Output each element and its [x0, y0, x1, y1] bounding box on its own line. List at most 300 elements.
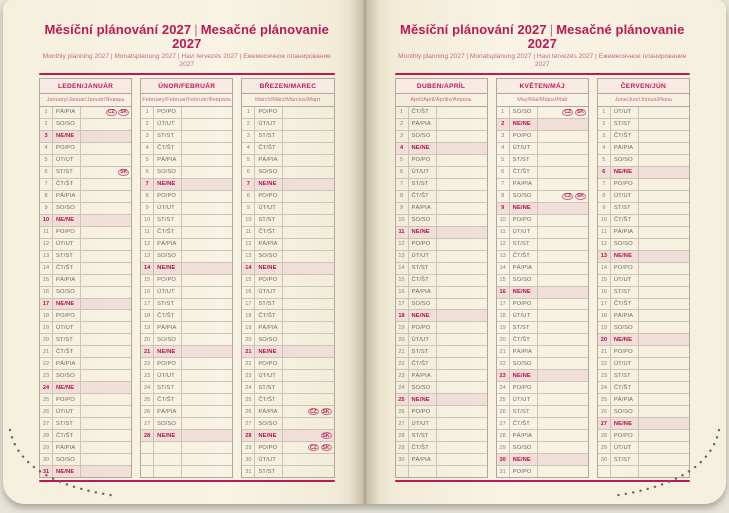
day-row	[497, 203, 588, 215]
day-row	[396, 287, 487, 299]
day-number: 22	[242, 358, 255, 369]
notes-cell	[81, 251, 131, 262]
day-name: NE/NE	[611, 418, 639, 429]
day-row	[242, 382, 333, 394]
month-rows	[40, 107, 131, 477]
notes-cell	[437, 215, 487, 226]
day-number: 2	[396, 119, 409, 130]
day-row	[598, 454, 689, 466]
holiday-badge-sk: SK	[321, 432, 332, 439]
day-number: 14	[396, 263, 409, 274]
months-right	[395, 78, 691, 478]
day-number: 3	[141, 131, 154, 142]
notes-cell	[437, 227, 487, 238]
day-name: ČT/ŠT	[53, 430, 81, 441]
day-row	[598, 322, 689, 334]
notes-cell	[182, 179, 232, 190]
day-row	[598, 275, 689, 287]
day-name: ST/ST	[255, 466, 283, 477]
day-row	[396, 299, 487, 311]
day-row	[141, 394, 232, 406]
notes-cell	[538, 227, 588, 238]
day-name: NE/NE	[154, 263, 182, 274]
notes-cell	[538, 382, 588, 393]
day-number: 21	[40, 346, 53, 357]
day-number: 25	[497, 394, 510, 405]
notes-cell	[538, 119, 588, 130]
notes-cell	[437, 131, 487, 142]
notes-cell	[538, 275, 588, 286]
day-name: PÁ/PIA	[255, 155, 283, 166]
day-name: ÚT/UT	[409, 418, 437, 429]
day-name: ST/ST	[255, 215, 283, 226]
day-number: 10	[598, 215, 611, 226]
day-number: 25	[598, 394, 611, 405]
notes-cell	[81, 203, 131, 214]
notes-cell	[283, 275, 333, 286]
day-number: 9	[40, 203, 53, 214]
day-number: 5	[396, 155, 409, 166]
day-row	[497, 107, 588, 119]
day-number: 30	[598, 454, 611, 465]
notes-cell	[437, 251, 487, 262]
day-name: ČT/ŠT	[409, 275, 437, 286]
notes-cell	[283, 454, 333, 465]
day-number: 8	[141, 191, 154, 202]
day-row	[497, 334, 588, 346]
day-name: ÚT/UT	[611, 442, 639, 453]
day-number: 15	[242, 275, 255, 286]
day-row	[141, 143, 232, 155]
day-name: ČT/ŠT	[409, 191, 437, 202]
month-table	[140, 78, 233, 478]
left-page	[3, 0, 365, 504]
day-row	[141, 251, 232, 263]
notes-cell	[81, 155, 131, 166]
holiday-badge-cz: CZ	[106, 109, 117, 116]
day-row	[598, 143, 689, 155]
day-name: ČT/ŠT	[53, 346, 81, 357]
day-number: 18	[40, 310, 53, 321]
notes-cell	[639, 310, 689, 321]
day-number: 26	[598, 406, 611, 417]
title-divider: |	[549, 22, 554, 37]
day-row	[141, 466, 232, 477]
day-name: ÚT/UT	[611, 107, 639, 118]
month-table	[39, 78, 132, 478]
day-name: PÁ/PIA	[611, 227, 639, 238]
day-name: PÁ/PIA	[611, 394, 639, 405]
notes-cell	[81, 227, 131, 238]
day-name: NE/NE	[154, 430, 182, 441]
day-row	[40, 107, 131, 119]
day-name: PO/PO	[409, 239, 437, 250]
notes-cell	[81, 107, 131, 118]
day-number: 4	[40, 143, 53, 154]
day-number: 8	[497, 191, 510, 202]
day-name: ÚT/UT	[510, 394, 538, 405]
day-number: 8	[598, 191, 611, 202]
day-number: 5	[497, 155, 510, 166]
day-row	[497, 370, 588, 382]
day-number: 18	[497, 310, 510, 321]
day-name	[154, 454, 182, 465]
day-number: 17	[396, 299, 409, 310]
day-number: 15	[40, 275, 53, 286]
notes-cell	[283, 287, 333, 298]
notes-cell	[639, 334, 689, 345]
day-name: SO/SO	[53, 370, 81, 381]
day-row	[598, 215, 689, 227]
day-number: 30	[396, 454, 409, 465]
day-name: PÁ/PIA	[154, 155, 182, 166]
day-row	[242, 406, 333, 418]
day-name: PO/PO	[409, 322, 437, 333]
day-name: NE/NE	[510, 370, 538, 381]
day-number: 27	[242, 418, 255, 429]
day-name: PO/PO	[510, 215, 538, 226]
day-number: 6	[40, 167, 53, 178]
day-row	[242, 131, 333, 143]
day-number: 11	[242, 227, 255, 238]
day-row	[396, 430, 487, 442]
day-number: 10	[497, 215, 510, 226]
day-number: 20	[598, 334, 611, 345]
month-translations: March/März/Március/Март	[242, 94, 333, 107]
day-number: 11	[497, 227, 510, 238]
day-row	[598, 358, 689, 370]
day-number: 19	[396, 322, 409, 333]
day-row	[40, 299, 131, 311]
day-row	[396, 454, 487, 466]
day-row	[40, 382, 131, 394]
month-name: LEDEN/JANUÁR	[40, 79, 131, 94]
month-name: BŘEZEN/MAREC	[242, 79, 333, 94]
day-row	[242, 227, 333, 239]
notes-cell	[639, 143, 689, 154]
notes-cell	[437, 370, 487, 381]
day-row	[40, 442, 131, 454]
day-row	[242, 466, 333, 477]
day-number: 23	[497, 370, 510, 381]
day-number	[141, 466, 154, 477]
day-name: ČT/ŠT	[255, 227, 283, 238]
notes-cell	[283, 107, 333, 118]
notes-cell	[81, 310, 131, 321]
notes-cell	[182, 239, 232, 250]
day-number: 14	[497, 263, 510, 274]
day-number: 3	[497, 131, 510, 142]
day-number: 15	[497, 275, 510, 286]
day-name: ST/ST	[53, 167, 81, 178]
notes-cell	[81, 394, 131, 405]
day-name: SO/SO	[510, 191, 538, 202]
day-name: PO/PO	[510, 382, 538, 393]
day-name: ÚT/UT	[255, 287, 283, 298]
day-row	[242, 191, 333, 203]
notes-cell	[639, 287, 689, 298]
notes-cell	[538, 215, 588, 226]
notes-cell	[182, 275, 232, 286]
day-number: 10	[141, 215, 154, 226]
notes-cell	[639, 358, 689, 369]
notes-cell	[639, 119, 689, 130]
notes-cell	[182, 310, 232, 321]
day-row	[40, 310, 131, 322]
day-name: ÚT/UT	[510, 310, 538, 321]
holiday-badge-cz: CZ	[562, 109, 573, 116]
notes-cell	[538, 287, 588, 298]
notes-cell	[437, 358, 487, 369]
day-name: NE/NE	[53, 215, 81, 226]
day-row	[40, 454, 131, 466]
day-name: ÚT/UT	[255, 203, 283, 214]
day-number: 10	[242, 215, 255, 226]
day-name: NE/NE	[409, 310, 437, 321]
day-name: ÚT/UT	[255, 119, 283, 130]
holiday-badge-sk: SK	[321, 408, 332, 415]
day-name: PÁ/PIA	[409, 454, 437, 465]
day-number: 1	[40, 107, 53, 118]
holiday-badge-cz: CZ	[562, 193, 573, 200]
day-name	[154, 466, 182, 477]
day-row	[40, 370, 131, 382]
day-name: ČT/ŠT	[510, 167, 538, 178]
day-number: 6	[141, 167, 154, 178]
page-title-sk: Mesačné plánovanie 2027	[527, 22, 685, 51]
day-number: 13	[40, 251, 53, 262]
notes-cell	[182, 131, 232, 142]
day-row	[242, 179, 333, 191]
day-number: 11	[141, 227, 154, 238]
notes-cell	[283, 203, 333, 214]
notes-cell	[639, 227, 689, 238]
day-row	[40, 155, 131, 167]
day-name: ÚT/UT	[409, 334, 437, 345]
day-row	[40, 215, 131, 227]
day-name: PO/PO	[255, 107, 283, 118]
month-rows	[497, 107, 588, 477]
notes-cell	[538, 131, 588, 142]
day-row	[242, 107, 333, 119]
notes-cell	[538, 251, 588, 262]
notes-cell	[283, 143, 333, 154]
day-number: 26	[141, 406, 154, 417]
notes-cell	[437, 454, 487, 465]
day-number: 4	[598, 143, 611, 154]
day-number: 26	[242, 406, 255, 417]
day-row	[396, 239, 487, 251]
notes-cell	[538, 454, 588, 465]
month-translations: June/Juni/Június/Июнь	[598, 94, 689, 107]
month-name: DUBEN/APRÍL	[396, 79, 487, 94]
notes-cell	[437, 322, 487, 333]
day-name: ČT/ŠT	[409, 358, 437, 369]
day-name: SO/SO	[255, 251, 283, 262]
day-row	[141, 418, 232, 430]
day-row	[141, 310, 232, 322]
day-name: ST/ST	[154, 215, 182, 226]
day-row	[497, 263, 588, 275]
day-number: 14	[242, 263, 255, 274]
notes-cell	[639, 299, 689, 310]
day-number: 19	[40, 322, 53, 333]
notes-cell	[437, 299, 487, 310]
day-number: 7	[396, 179, 409, 190]
day-number: 4	[396, 143, 409, 154]
day-number: 4	[242, 143, 255, 154]
day-number: 27	[40, 418, 53, 429]
day-number: 25	[141, 394, 154, 405]
notes-cell	[81, 119, 131, 130]
notes-cell	[639, 275, 689, 286]
notes-cell	[182, 466, 232, 477]
notes-cell	[283, 179, 333, 190]
day-row	[141, 167, 232, 179]
day-number: 18	[396, 310, 409, 321]
day-row	[141, 370, 232, 382]
day-row	[242, 251, 333, 263]
day-name: SO/SO	[53, 119, 81, 130]
day-name: SO/SO	[510, 442, 538, 453]
day-name	[409, 466, 437, 477]
day-name: PÁ/PIA	[611, 310, 639, 321]
day-number: 12	[40, 239, 53, 250]
day-name	[611, 466, 639, 477]
day-name: NE/NE	[53, 299, 81, 310]
notes-cell	[182, 430, 232, 441]
day-name: PÁ/PIA	[53, 358, 81, 369]
day-row	[497, 418, 588, 430]
notes-cell	[639, 322, 689, 333]
notes-cell	[538, 107, 588, 118]
notes-cell	[182, 346, 232, 357]
day-row	[396, 179, 487, 191]
day-number: 14	[141, 263, 154, 274]
notes-cell	[639, 167, 689, 178]
day-number: 15	[396, 275, 409, 286]
day-row	[497, 310, 588, 322]
day-name: ÚT/UT	[154, 203, 182, 214]
day-name: ST/ST	[611, 119, 639, 130]
day-number: 21	[598, 346, 611, 357]
day-row	[40, 179, 131, 191]
day-row	[598, 418, 689, 430]
day-row	[141, 406, 232, 418]
day-name: PO/PO	[53, 227, 81, 238]
month-translations: February/Februar/Február/Февраль	[141, 94, 232, 107]
day-number: 16	[497, 287, 510, 298]
day-number: 12	[598, 239, 611, 250]
notes-cell	[182, 442, 232, 453]
day-number: 16	[598, 287, 611, 298]
day-row	[141, 346, 232, 358]
bottom-margin	[39, 482, 335, 504]
notes-cell	[437, 346, 487, 357]
notes-cell	[437, 310, 487, 321]
day-number: 6	[598, 167, 611, 178]
day-row	[141, 179, 232, 191]
day-number: 27	[497, 418, 510, 429]
day-number: 21	[242, 346, 255, 357]
holiday-badge-sk: SK	[575, 193, 586, 200]
day-name: ST/ST	[510, 155, 538, 166]
notes-cell	[639, 466, 689, 477]
day-row	[40, 406, 131, 418]
day-name: NE/NE	[611, 334, 639, 345]
day-name: SO/SO	[611, 239, 639, 250]
notes-cell	[639, 442, 689, 453]
day-row	[242, 215, 333, 227]
day-number: 26	[40, 406, 53, 417]
notes-cell	[437, 119, 487, 130]
day-number: 29	[497, 442, 510, 453]
day-number: 11	[396, 227, 409, 238]
day-name: ČT/ŠT	[154, 143, 182, 154]
day-row	[40, 394, 131, 406]
day-number: 2	[141, 119, 154, 130]
day-row	[497, 299, 588, 311]
day-number: 16	[242, 287, 255, 298]
day-number: 30	[242, 454, 255, 465]
page-title	[395, 23, 691, 51]
notes-cell	[182, 107, 232, 118]
months-left	[39, 78, 335, 478]
day-name: PO/PO	[154, 107, 182, 118]
day-row	[497, 167, 588, 179]
day-number: 29	[396, 442, 409, 453]
day-row	[141, 263, 232, 275]
day-name: ST/ST	[409, 346, 437, 357]
day-number: 12	[242, 239, 255, 250]
notes-cell	[283, 334, 333, 345]
day-number: 20	[242, 334, 255, 345]
day-name: ÚT/UT	[154, 119, 182, 130]
notes-cell	[283, 430, 333, 441]
right-page	[365, 0, 727, 504]
day-number: 7	[497, 179, 510, 190]
day-number: 23	[242, 370, 255, 381]
day-name: ÚT/UT	[255, 454, 283, 465]
day-name: PÁ/PIA	[409, 370, 437, 381]
day-number: 1	[598, 107, 611, 118]
notes-cell	[81, 334, 131, 345]
day-number: 12	[141, 239, 154, 250]
day-name: SO/SO	[255, 418, 283, 429]
day-row	[141, 227, 232, 239]
day-row	[497, 322, 588, 334]
day-name: ČT/ŠT	[409, 107, 437, 118]
day-row	[396, 155, 487, 167]
day-name: PÁ/PIA	[409, 203, 437, 214]
notes-cell	[437, 430, 487, 441]
notes-cell	[81, 239, 131, 250]
day-number: 16	[396, 287, 409, 298]
day-name: ČT/ŠT	[154, 394, 182, 405]
day-number: 24	[396, 382, 409, 393]
day-number: 28	[141, 430, 154, 441]
day-row	[242, 275, 333, 287]
day-row	[497, 346, 588, 358]
day-number: 28	[396, 430, 409, 441]
day-number: 28	[40, 430, 53, 441]
day-name: ST/ST	[255, 382, 283, 393]
day-row	[40, 239, 131, 251]
day-name: NE/NE	[255, 263, 283, 274]
notes-cell	[437, 275, 487, 286]
notes-cell	[538, 466, 588, 477]
notes-cell	[283, 418, 333, 429]
